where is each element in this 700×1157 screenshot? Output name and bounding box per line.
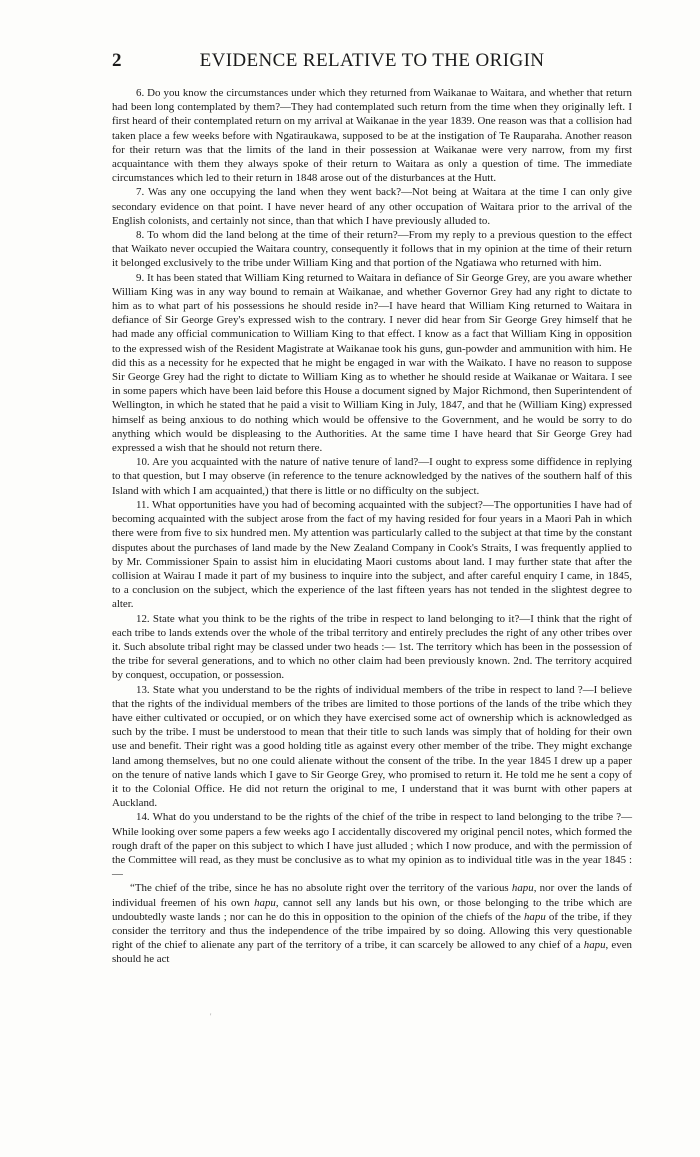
paragraph-q14: 14. What do you understand to be the rights of the chief of the tribe in respect to land belonging to the tribe ?—While looking over some papers a few weeks ago I accidentally discovered my original pencil notes, which formed the rough draft of the paper on this subject to which I have just alluded ; which I now produce, and with the permission of the Committee will read, as they must be conclusive as to what my opinion as to individual title was in the year 1845 :— <box>112 811 632 881</box>
quote-text-3: , cannot sell any lands but his own, or those belonging to the tribe which are undoubtedly waste lands ; nor can he do this in opposition to the opinion of the chiefs of the <box>112 896 632 923</box>
paragraph-q12: 12. State what you think to be the rights of the tribe in respect to land belonging to it?—I think that the right of each tribe to lands extends over the whole of the tribal territory and entirely precludes the right of any other tribes over it. Such absolute tribal right may be classed under two heads :— 1st. The territory which has been in the possession of the tribe for several generations, and to which no other claim had been previously known. 2nd. The territory acquired by conquest, occupation, or possession. <box>112 612 632 682</box>
quote-open-mark: “ <box>130 882 135 895</box>
quoted-notes <box>112 881 632 966</box>
quote-text-4: of the tribe, if they consider the territory and thus the independence of the tribe impaired by so doing. Allowing this very questionable right of the chief to alienate any part of the territory of a tribe, it can scarcely be allowed to any chief of a <box>112 910 632 952</box>
quote-text-1: The chief of the tribe, since he has no absolute right over the territory of the various <box>134 882 512 895</box>
paragraph-q10: 10. Are you acquainted with the nature of native tenure of land?—I ought to express some diffidence in replying to that question, but I may observe (in reference to the tenure acknowledged by the natives of the southern half of this Island with which I am acquainted,) that there is little or no difficulty on the subject. <box>112 456 632 497</box>
paragraph-q7: 7. Was any one occupying the land when they went back?—Not being at Waitara at the time I can only give secondary evidence on that point. I have never heard of any other occupation of Waitara prior to the arrival of the English colonists, and certainly not since, than that which I have previously alluded to. <box>112 186 632 227</box>
quote-text-5: , even should he act <box>112 939 632 966</box>
term-hapu: hapu <box>254 896 276 909</box>
page-header <box>112 50 632 76</box>
running-head: EVIDENCE RELATIVE TO THE ORIGIN <box>199 50 545 71</box>
term-hapu: hapu <box>511 882 534 895</box>
page-number: 2 <box>112 50 122 71</box>
paragraph-q9: 9. It has been stated that William King returned to Waitara in defiance of Sir George Grey, are you aware whether William King was in any way bound to remain at Waikanae, and whether Governor Grey had any right to dictate to him as to what part of his possessions he should reside in?—I have heard that William King returned to Waitara in defiance of Sir George Grey's expressed wish to the contrary. I never did hear from Sir George Grey himself that he had made any official communication to William King to that effect. I know as a fact that William King in opposition to the expressed wish of the Resident Magistrate at Waikanae took his guns, gun-powder and ammunition with him. He did this as a necessity for he expected that he might be engaged in war with the Waikato. I have no reason to suppose Sir George Grey had the right to dictate to William King as to whether he should reside at Waikanae or Waitara. I see in some papers which have been laid before this House a document signed by Major Richmond, then Superintendent of Wellington, in which he stated that he paid a visit to William King in July, 1847, and that he (William King) expressed himself as being anxious to do nothing which would be offensive to the Government, and he would be sorry to do anything which would be displeasing to the Authorities. At the same time I have heard that Sir George Grey had expressed a wish that he should not return there. <box>112 271 632 455</box>
term-hapu: hapu <box>583 939 606 952</box>
stray-mark: ' <box>210 1012 212 1021</box>
paragraph-q8: 8. To whom did the land belong at the time of their return?—From my reply to a previous question to the effect that Waikato never occupied the Waitara country, consequently it follows that in my opinion at the time of their return it belonged exclusively to the tribe under William King and that portion of the Ngatiawa who returned with him. <box>112 229 632 270</box>
paragraph-q6: 6. Do you know the circumstances under which they returned from Waikanae to Waitara, and whether that return had been long contemplated by them?—They had contemplated such return from the time when they originally left. I first heard of their contemplated return on my arrival at Waikanae in the year 1839. One reason was that a collision had taken place a few weeks before with Ngatiraukawa, supposed to be at the instigation of Te Rauparaha. Another reason for their return was that the limits of the land in their possession at Waikanae were very narrow, from my first acquaintance with them they always spoke of their return to Waitara as only a question of time. The immediate circumstances which led to their return in 1848 arose out of the disturbances at the Hutt. <box>112 87 632 185</box>
term-hapu: hapu <box>523 910 546 923</box>
paragraph-q13: 13. State what you understand to be the rights of individual members of the tribe in respect to land ?—I believe that the rights of the individual members of the tribes are limited to those portions of the lands of the tribe which they have either cultivated or occupied, or on which they have exercised some act of ownership which is acknowledged as such by the tribe. I must be understood to mean that their title to such lands was simply that of holding for their own use and benefit. Their right was a good holding title as against every other member of the tribe. They might exchange land among themselves, but no one could alienate without the consent of the tribe. In the year 1845 I drew up a paper on the tenure of native lands which I gave to Sir George Grey, who promised to return it. He told me he sent a copy of it to the Colonial Office. He did not return the original to me, I understand that it was burnt with other papers at Auckland. <box>112 683 632 810</box>
quote-text-2: , nor over the lands of individual freemen of his own <box>112 882 632 909</box>
paragraph-q11: 11. What opportunities have you had of becoming acquainted with the subject?—The opportunities I have had of becoming acquainted with the subject arose from the fact of my having resided for four years in a Maori Pah in which there were from five to six hundred men. My attention was particularly called to the subject at that time by the constant disputes about the purchases of land made by the New Zealand Company in Cook's Straits, I was frequently applied to by Mr. Commissioner Spain to assist him in elucidating Maori customs about land. I may further state that after the collision at Wairau I made it part of my business to inquire into the subject, and after careful enquiry I came, in 1845, to a conclusion on the subject, which the experience of the last fifteen years has not tended in the slightest degree to alter. <box>112 498 632 611</box>
document-body <box>112 86 632 967</box>
